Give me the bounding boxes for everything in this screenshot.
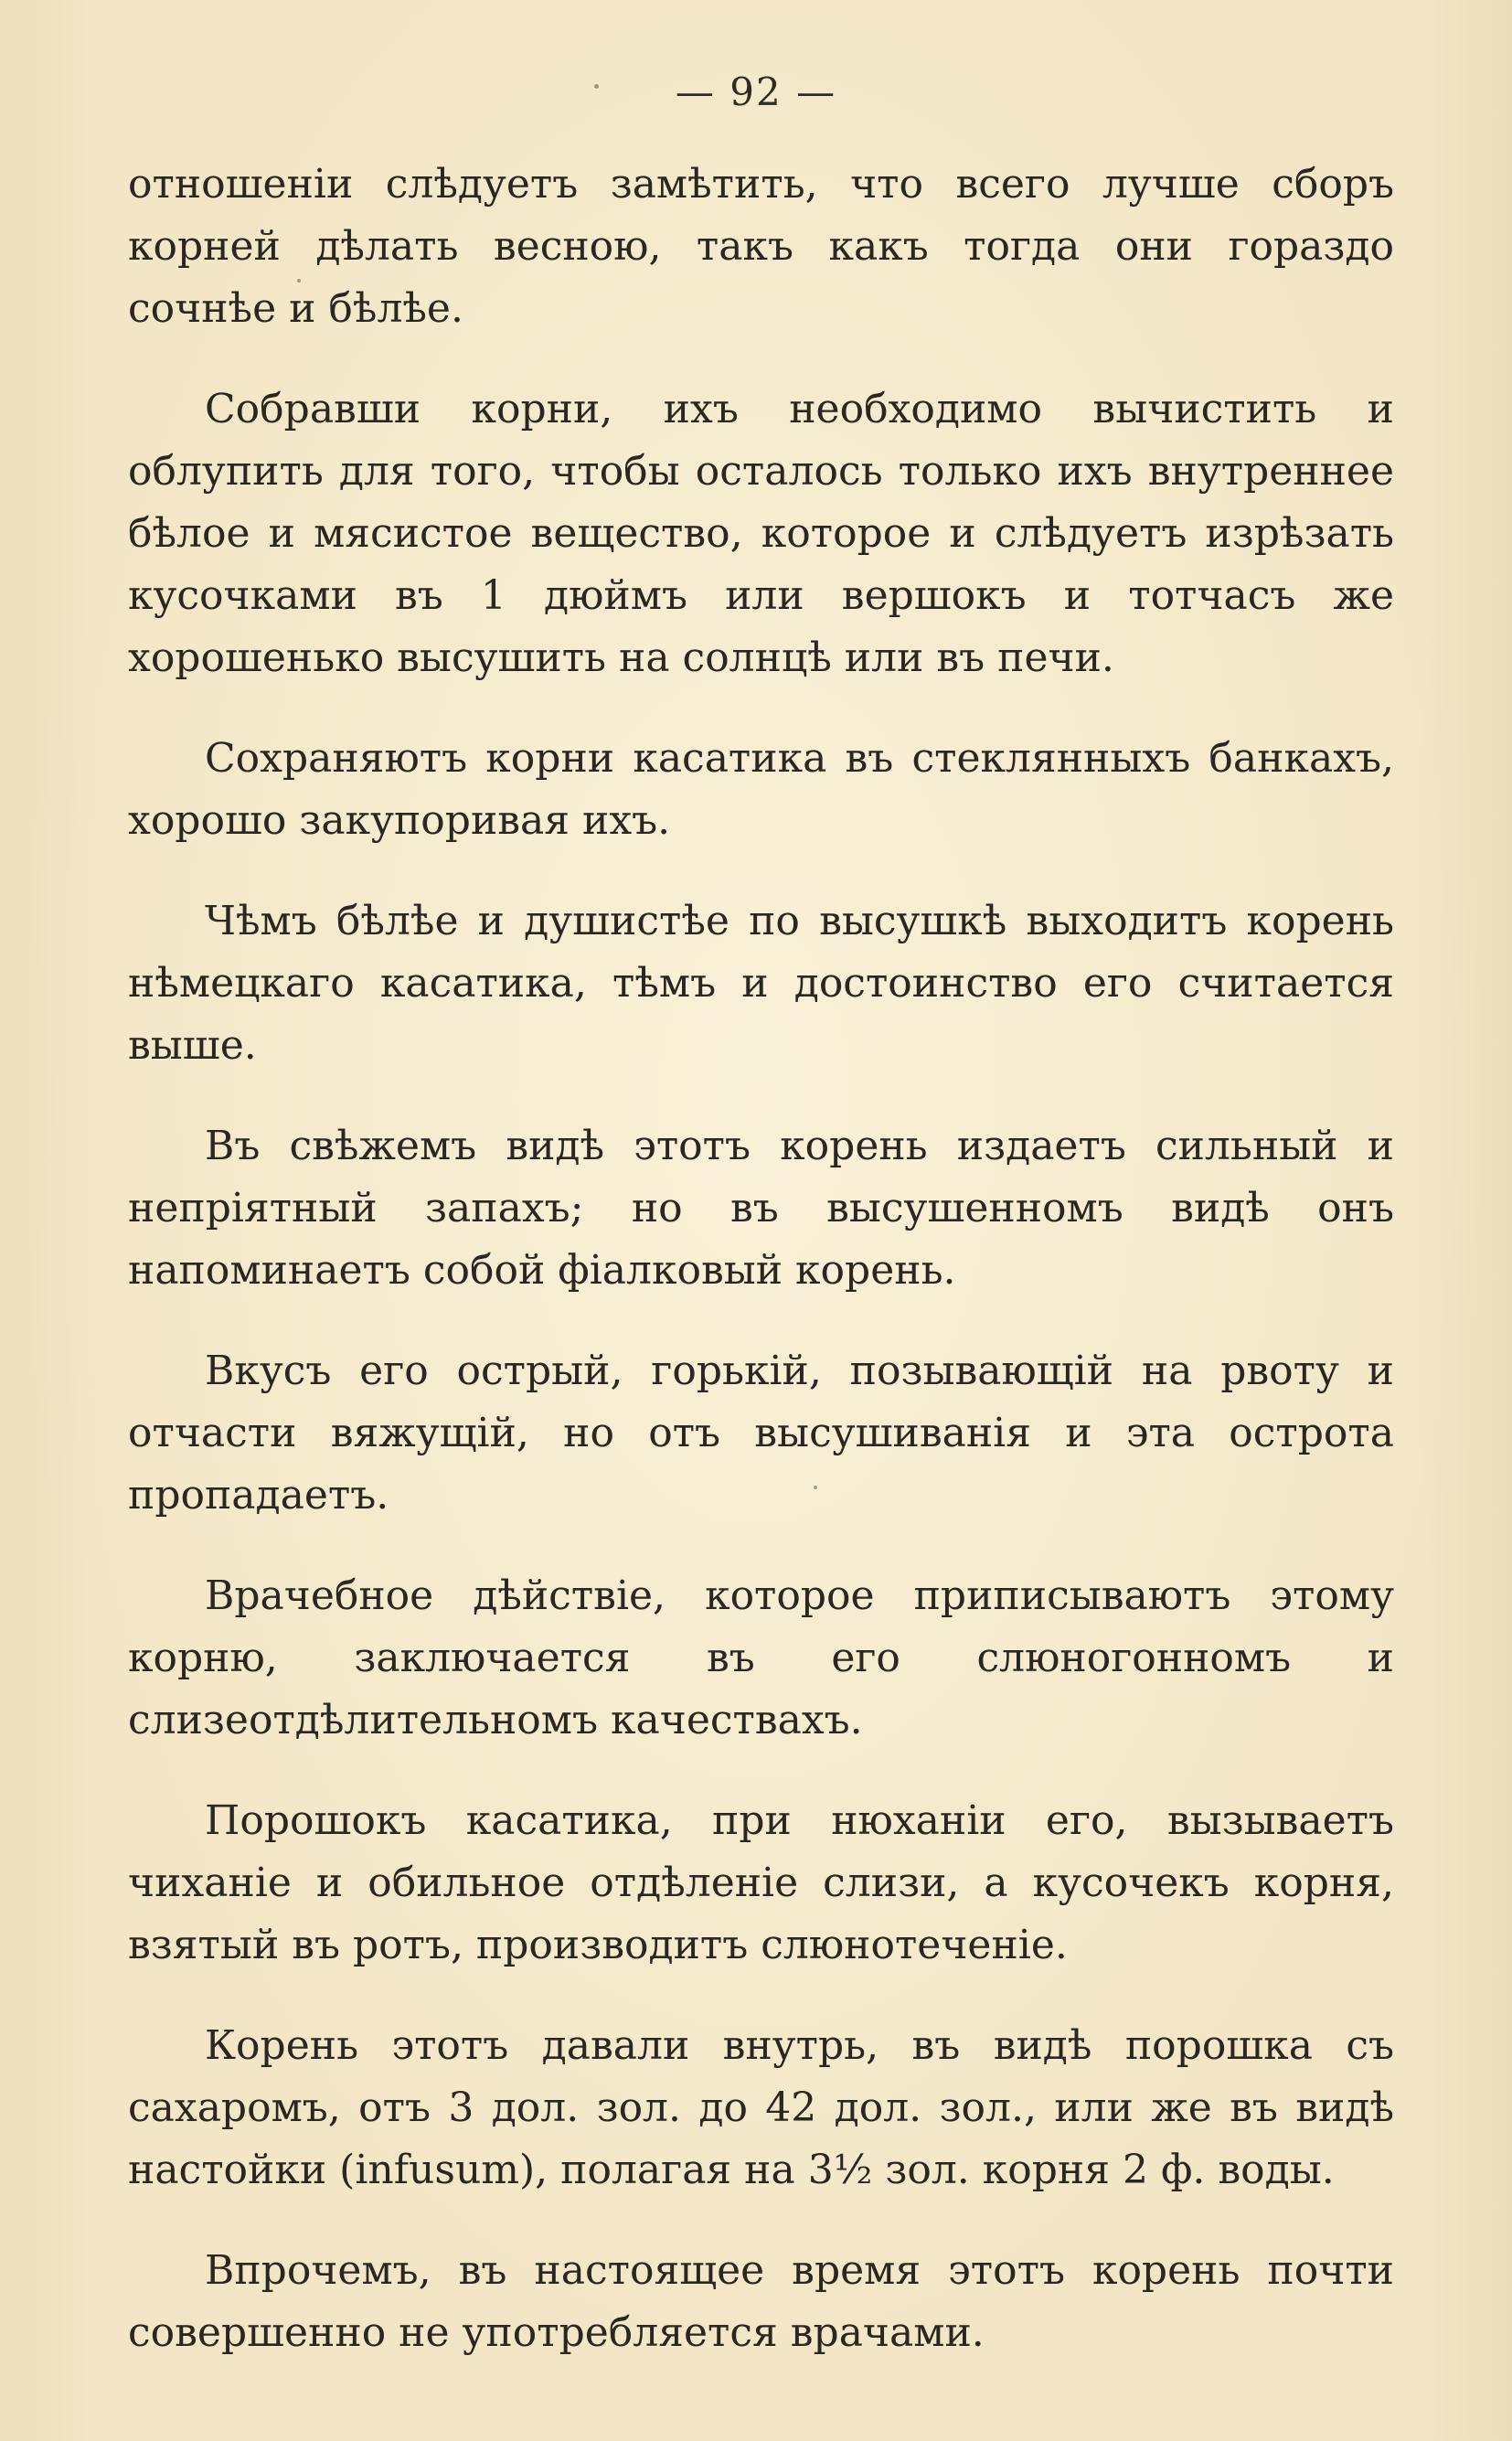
- paragraph: Корень этотъ давали внутрь, въ видѣ порошка съ сахаромъ, отъ 3 дол. зол. до 42 дол. зол., или же въ видѣ настойки (infusum), полагая на 3½ зол. корня 2 ф. воды.: [128, 2022, 1394, 2193]
- page-number: — 92 —: [675, 69, 837, 114]
- paragraph: Вкусъ его острый, горькій, позывающій на рвоту и отчасти вяжущій, но отъ высушиванія и эта острота пропадаетъ.: [128, 1348, 1394, 1519]
- paragraph: Порошокъ касатика, при нюханіи его, вызываетъ чиханіе и обильное отдѣленіе слизи, а кусочекъ корня, взятый въ ротъ, производитъ слюнотеченіе.: [128, 1797, 1394, 1968]
- paragraph: Впрочемъ, въ настоящее время этотъ корень почти совершенно не употребляется врачами.: [128, 2247, 1394, 2356]
- paragraph: Собравши корни, ихъ необходимо вычистить и облупить для того, чтобы осталось только ихъ внутреннее бѣлое и мясистое вещество, которое и слѣдуетъ изрѣзать кусочками въ 1 дюймъ или вершокъ и тотчасъ же хорошенько высушить на солнцѣ или въ печи.: [128, 386, 1394, 681]
- paragraph: Чѣмъ бѣлѣе и душистѣе по высушкѣ выходитъ корень нѣмецкаго касатика, тѣмъ и достоинство его считается выше.: [128, 898, 1394, 1069]
- body-text: [128, 154, 1394, 2403]
- paragraph: Сохраняютъ корни касатика въ стеклянныхъ банкахъ, хорошо закупоривая ихъ.: [128, 735, 1394, 844]
- print-speck: [594, 84, 599, 89]
- paragraph-continuation: отношеніи слѣдуетъ замѣтить, что всего лучше сборъ корней дѣлать весною, такъ какъ тогда они гораздо сочнѣе и бѣлѣе.: [128, 161, 1394, 332]
- paragraph: Врачебное дѣйствіе, которое приписываютъ этому корню, заключается въ его слюногонномъ и слизеотдѣлительномъ качествахъ.: [128, 1572, 1394, 1743]
- paragraph: Въ свѣжемъ видѣ этотъ корень издаетъ сильный и непріятный запахъ; но въ высушенномъ видѣ онъ напоминаетъ собой фіалковый корень.: [128, 1123, 1394, 1294]
